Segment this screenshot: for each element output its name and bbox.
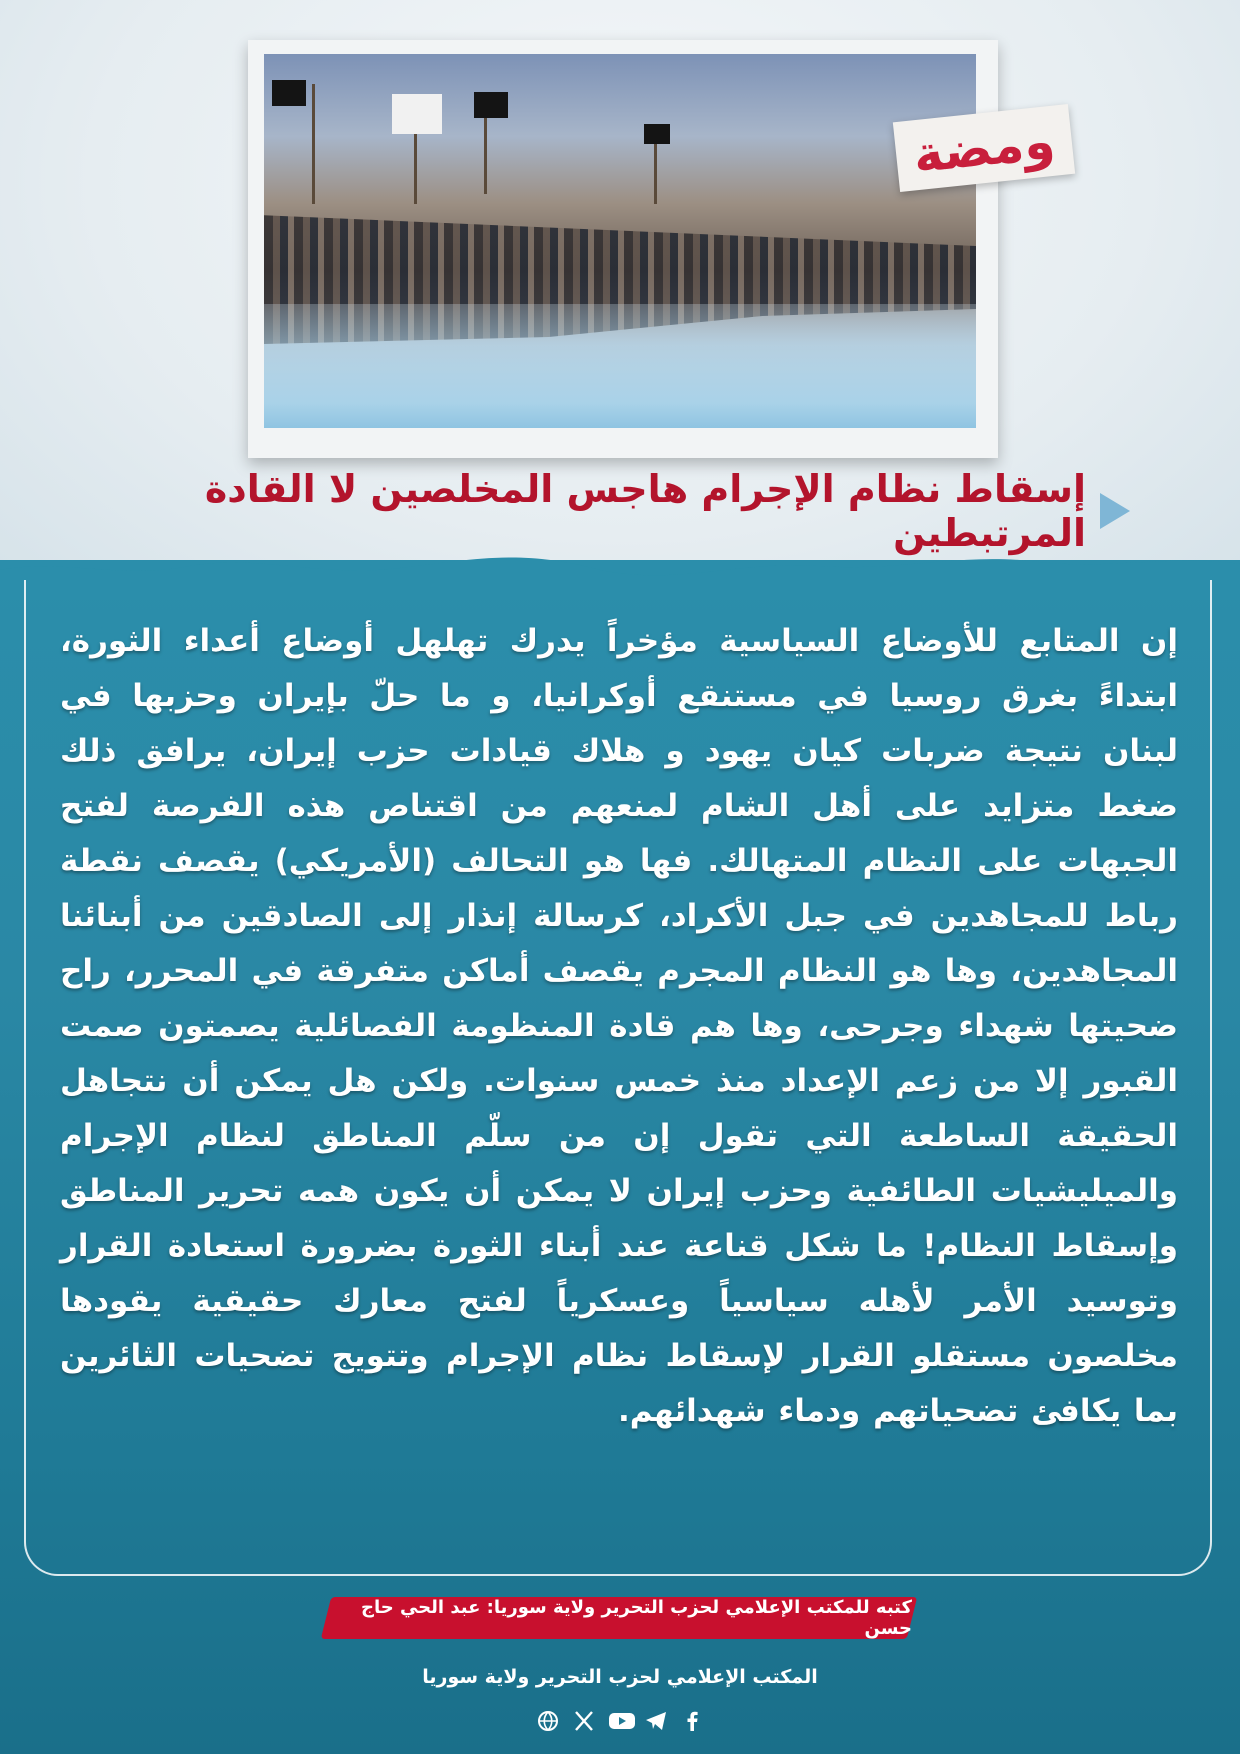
telegram-icon[interactable]: [644, 1709, 668, 1733]
youtube-icon[interactable]: [608, 1709, 632, 1733]
flag-pole: [312, 84, 315, 204]
white-flag: [392, 94, 442, 134]
brand-tag-text: ومضة: [910, 111, 1058, 185]
photo-street: [264, 304, 976, 428]
black-flag: [644, 124, 670, 144]
facebook-icon[interactable]: [680, 1709, 704, 1733]
black-flag: [272, 80, 306, 106]
author-text: كتبه للمكتب الإعلامي لحزب التحرير ولاية سوريا: عبد الحي حاج حسن: [360, 1597, 912, 1639]
headline: [130, 467, 1130, 555]
body-text: إن المتابع للأوضاع السياسية مؤخراً يدرك تهلهل أوضاع أعداء الثورة، ابتداءً بغرق روسيا في مستنقع أوكرانيا، و ما حلّ بإيران وحزبها في لبنان نتيجة ضربات كيان يهود و هلاك قيادات حزب إيران، يرافق ذلك ضغط متزايد على أهل الشام لمنعهم من اقتناص هذه الفرصة لفتح الجبهات على النظام المتهالك. فها هو التحالف (الأمريكي) يقصف نقطة رباط للمجاهدين في جبل الأكراد، كرسالة إنذار إلى الصادقين من أبنائنا المجاهدين، وها هو النظام المجرم يقصف أماكن متفرقة في المحرر، راح ضحيتها شهداء وجرحى، وها هم قادة المنظومة الفصائلية يصمتون صمت القبور إلا من زعم الإعداد منذ خمس سنوات. ولكن هل يمكن أن نتجاهل الحقيقة الساطعة التي تقول إن من سلّم المناطق لنظام الإجرام والميليشيات الطائفية وحزب إيران لا يمكن أن يكون همه تحرير المناطق وإسقاط النظام! ما شكل قناعة عند أبناء الثورة بضرورة استعادة القرار وتوسيد الأمر لأهله سياسياً وعسكرياً لفتح معارك حقيقية يقودها مخلصون مستقلو القرار لإسقاط نظام الإجرام وتتويج تضحيات الثائرين بما يكافئ تضحياتهم ودماء شهدائهم.: [60, 623, 1178, 1429]
footer-title: المكتب الإعلامي لحزب التحرير ولاية سوريا: [422, 1666, 818, 1688]
headline-text: إسقاط نظام الإجرام هاجس المخلصين لا القادة المرتبطين: [204, 467, 1086, 555]
arrow-icon: [1100, 493, 1130, 529]
web-icon[interactable]: [536, 1709, 560, 1733]
x-icon[interactable]: [572, 1709, 596, 1733]
social-links: [0, 1706, 1240, 1736]
photo-frame: [248, 40, 998, 458]
black-flag: [474, 92, 508, 118]
protest-photo: [264, 54, 976, 428]
